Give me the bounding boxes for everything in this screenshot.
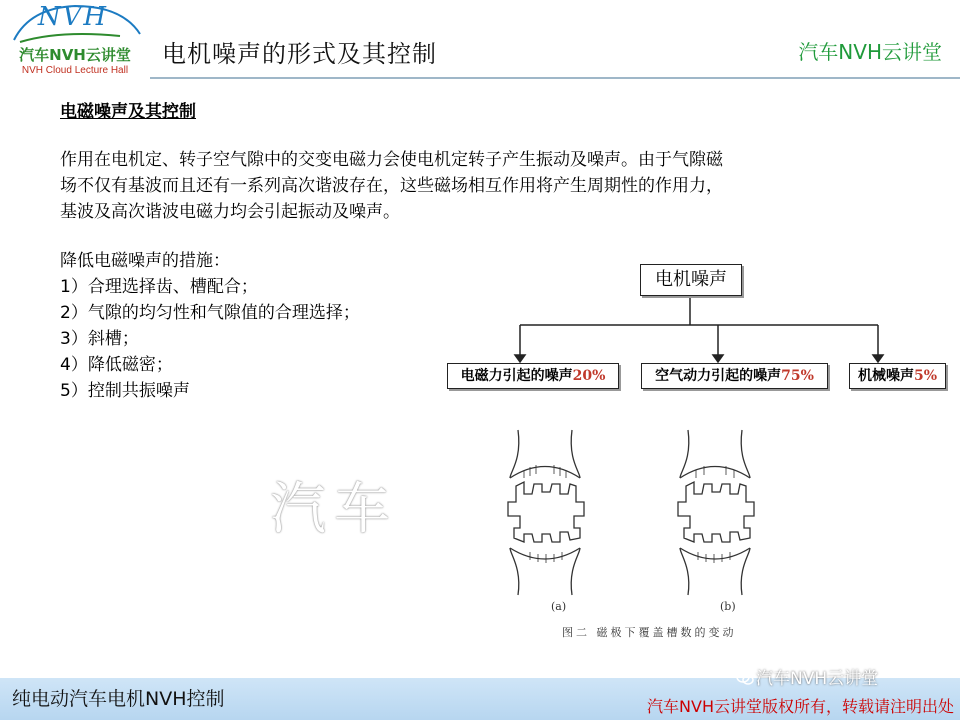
stator-pole-outline bbox=[510, 430, 580, 478]
list-item: 5）控制共振噪声 bbox=[60, 381, 190, 401]
stator-pole-arc bbox=[510, 467, 580, 479]
figure-label-b: (b) bbox=[720, 600, 736, 613]
stator-pole-arc bbox=[680, 467, 750, 479]
stator-pole-outline bbox=[680, 430, 750, 478]
stator-rotor-figure bbox=[480, 420, 780, 620]
node-percent: 20% bbox=[572, 368, 606, 384]
diagram-node-aerodynamic bbox=[641, 363, 828, 389]
diagram-node-electromagnetic bbox=[447, 363, 619, 389]
figure-label-a: (a) bbox=[551, 600, 567, 613]
brand-label: 汽车NVH云讲堂 bbox=[798, 40, 942, 64]
stator-pole-outline bbox=[680, 548, 750, 595]
wechat-badge bbox=[736, 664, 878, 689]
rotor-teeth bbox=[508, 482, 584, 542]
watermark-text: 汽车 bbox=[270, 477, 398, 542]
diagram-root-node: 电机噪声 bbox=[640, 264, 742, 296]
wechat-badge-label: 汽车NVH云讲堂 bbox=[756, 669, 879, 689]
list-item: 2）气隙的均匀性和气隙值的合理选择； bbox=[60, 303, 360, 323]
stator-pole-arc bbox=[680, 548, 750, 559]
figure-caption: 图二 磁极下覆盖槽数的变动 bbox=[562, 626, 737, 639]
list-item: 1）合理选择齿、槽配合； bbox=[60, 277, 258, 297]
node-label: 机械噪声 bbox=[857, 368, 914, 384]
logo-name-en: NVH Cloud Lecture Hall bbox=[21, 65, 129, 76]
list-item: 3）斜槽； bbox=[60, 329, 139, 349]
stator-pole-outline bbox=[510, 548, 580, 595]
logo-mark: NVH bbox=[37, 2, 109, 32]
list-item: 4）降低磁密； bbox=[60, 355, 173, 375]
node-percent: 75% bbox=[781, 368, 814, 384]
air-gap-hatching bbox=[524, 465, 734, 563]
diagram-node-mechanical bbox=[849, 363, 946, 389]
node-percent: 5% bbox=[913, 368, 938, 384]
measures-title: 降低电磁噪声的措施： bbox=[60, 251, 230, 271]
paragraph-line: 场不仅有基波而且还有一系列高次谐波存在，这些磁场相互作用将产生周期性的作用力， bbox=[60, 176, 723, 196]
logo-name-cn: 汽车NVH云讲堂 bbox=[19, 46, 131, 64]
rotor-teeth bbox=[678, 482, 754, 542]
node-label: 电磁力引起的噪声 bbox=[460, 368, 573, 384]
section-heading: 电磁噪声及其控制 bbox=[60, 102, 196, 122]
footer-title: 纯电动汽车电机NVH控制 bbox=[12, 688, 225, 710]
wechat-icon bbox=[736, 669, 756, 689]
stator-pole-arc bbox=[510, 548, 580, 559]
copyright-notice: 汽车NVH云讲堂版权所有，转载请注明出处 bbox=[647, 697, 954, 716]
page-title: 电机噪声的形式及其控制 bbox=[162, 40, 437, 68]
node-label: 空气动力引起的噪声 bbox=[655, 368, 782, 384]
paragraph-line: 作用在电机定、转子空气隙中的交变电磁力会使电机定转子产生振动及噪声。由于气隙磁 bbox=[60, 150, 723, 170]
paragraph-line: 基波及高次谐波电磁力均会引起振动及噪声。 bbox=[60, 202, 400, 222]
